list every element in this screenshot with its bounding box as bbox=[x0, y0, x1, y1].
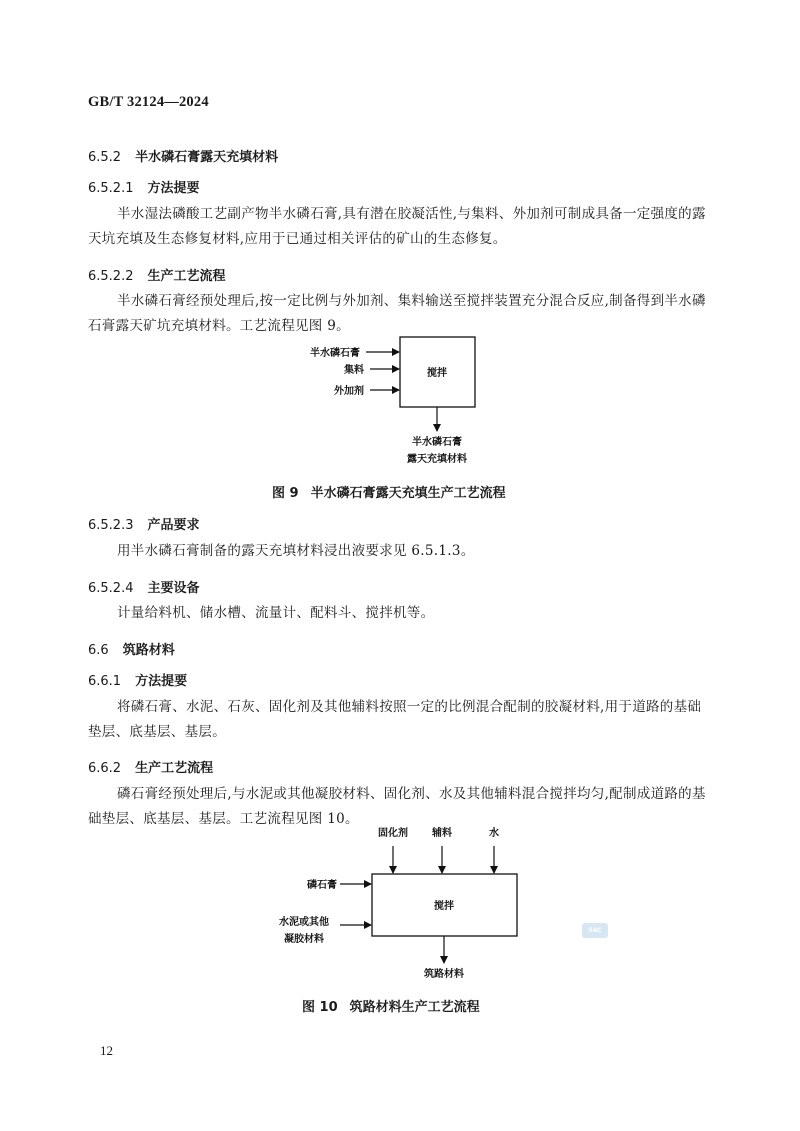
paragraph-6-5-2-4: 计量给料机、储水槽、流量计、配料斗、搅拌机等。 bbox=[117, 605, 435, 621]
paragraph-6-6-1: 将磷石膏、水泥、石灰、固化剂及其他辅料按照一定的比例混合配制的胶凝材料,用于道路的基础垫层、底基层、基层。 bbox=[88, 699, 702, 740]
section-number: 6.5.2.1 bbox=[88, 181, 134, 196]
section-title: 产品要求 bbox=[147, 518, 200, 533]
figure-title: 筑路材料生产工艺流程 bbox=[349, 1000, 480, 1015]
section-number: 6.5.2.2 bbox=[88, 269, 134, 284]
figure-10-caption bbox=[302, 996, 480, 1015]
input-label-cement-line2: 凝胶材料 bbox=[284, 934, 324, 945]
section-heading-6-5-2-3 bbox=[88, 514, 200, 533]
mixing-box-label: 搅拌 bbox=[434, 901, 454, 912]
output-label-line1: 半水磷石膏 bbox=[412, 437, 462, 448]
standard-code: GB/T 32124—2024 bbox=[88, 94, 209, 110]
input-label-admixture: 外加剂 bbox=[334, 386, 364, 397]
paragraph-6-5-2-1: 半水湿法磷酸工艺副产物半水磷石膏,具有潜在胶凝活性,与集料、外加剂可制成具备一定强度的露天坑充填及生态修复材料,应用于已通过相关评估的矿山的生态修复。 bbox=[88, 206, 706, 247]
input-label-phosphogypsum: 磷石膏 bbox=[307, 880, 337, 891]
input-label-aggregate: 集料 bbox=[344, 365, 364, 376]
paragraph-6-5-2-2: 半水磷石膏经预处理后,按一定比例与外加剂、集料输送至搅拌装置充分混合反应,制备得到半水磷石膏露天矿坑充填材料。工艺流程见图 9。 bbox=[88, 293, 706, 334]
section-number: 6.5.2.4 bbox=[88, 581, 134, 596]
input-label-water: 水 bbox=[489, 828, 499, 839]
paragraph-6-5-2-3: 用半水磷石膏制备的露天充填材料浸出液要求见 6.5.1.3。 bbox=[117, 543, 475, 559]
section-title: 半水磷石膏露天充填材料 bbox=[135, 150, 279, 165]
figure-10-diagram bbox=[260, 822, 530, 987]
section-heading-6-5-2 bbox=[88, 146, 278, 165]
section-heading-6-6 bbox=[88, 639, 175, 658]
input-label-curing-agent: 固化剂 bbox=[378, 828, 408, 839]
output-label: 筑路材料 bbox=[424, 969, 464, 980]
figure-title: 半水磷石膏露天充填生产工艺流程 bbox=[310, 486, 506, 501]
section-number: 6.5.2.3 bbox=[88, 518, 134, 533]
section-title: 主要设备 bbox=[147, 581, 200, 596]
section-heading-6-5-2-2 bbox=[88, 265, 226, 284]
section-number: 6.6.2 bbox=[88, 761, 122, 776]
section-heading-6-6-1 bbox=[88, 670, 187, 689]
figure-number: 图 10 bbox=[302, 1000, 338, 1015]
input-label-cement-line1: 水泥或其他 bbox=[279, 917, 329, 928]
section-title: 方法提要 bbox=[135, 674, 188, 689]
input-label-hemihydrate-phosphogypsum: 半水磷石膏 bbox=[310, 348, 360, 359]
section-number: 6.5.2 bbox=[88, 150, 122, 165]
section-number: 6.6 bbox=[88, 643, 109, 658]
output-label-line2: 露天充填材料 bbox=[407, 454, 467, 465]
section-heading-6-6-2 bbox=[88, 757, 213, 776]
section-title: 筑路材料 bbox=[122, 643, 175, 658]
watermark-stamp: SAC bbox=[582, 923, 608, 938]
figure-9-caption bbox=[272, 482, 506, 501]
section-heading-6-5-2-4 bbox=[88, 577, 200, 596]
section-title: 生产工艺流程 bbox=[135, 761, 214, 776]
figure-number: 图 9 bbox=[272, 486, 299, 501]
section-heading-6-5-2-1 bbox=[88, 177, 200, 196]
paragraph-6-6-2: 磷石膏经预处理后,与水泥或其他凝胶材料、固化剂、水及其他辅料混合搅拌均匀,配制成道路的基础垫层、底基层、基层。工艺流程见图 10。 bbox=[88, 786, 706, 827]
figure-9-diagram bbox=[290, 330, 520, 470]
section-title: 方法提要 bbox=[147, 181, 200, 196]
section-title: 生产工艺流程 bbox=[147, 269, 226, 284]
section-number: 6.6.1 bbox=[88, 674, 122, 689]
input-label-auxiliary: 辅料 bbox=[432, 828, 452, 839]
page-number: 12 bbox=[100, 1043, 113, 1058]
mixing-box-label: 搅拌 bbox=[427, 368, 447, 379]
